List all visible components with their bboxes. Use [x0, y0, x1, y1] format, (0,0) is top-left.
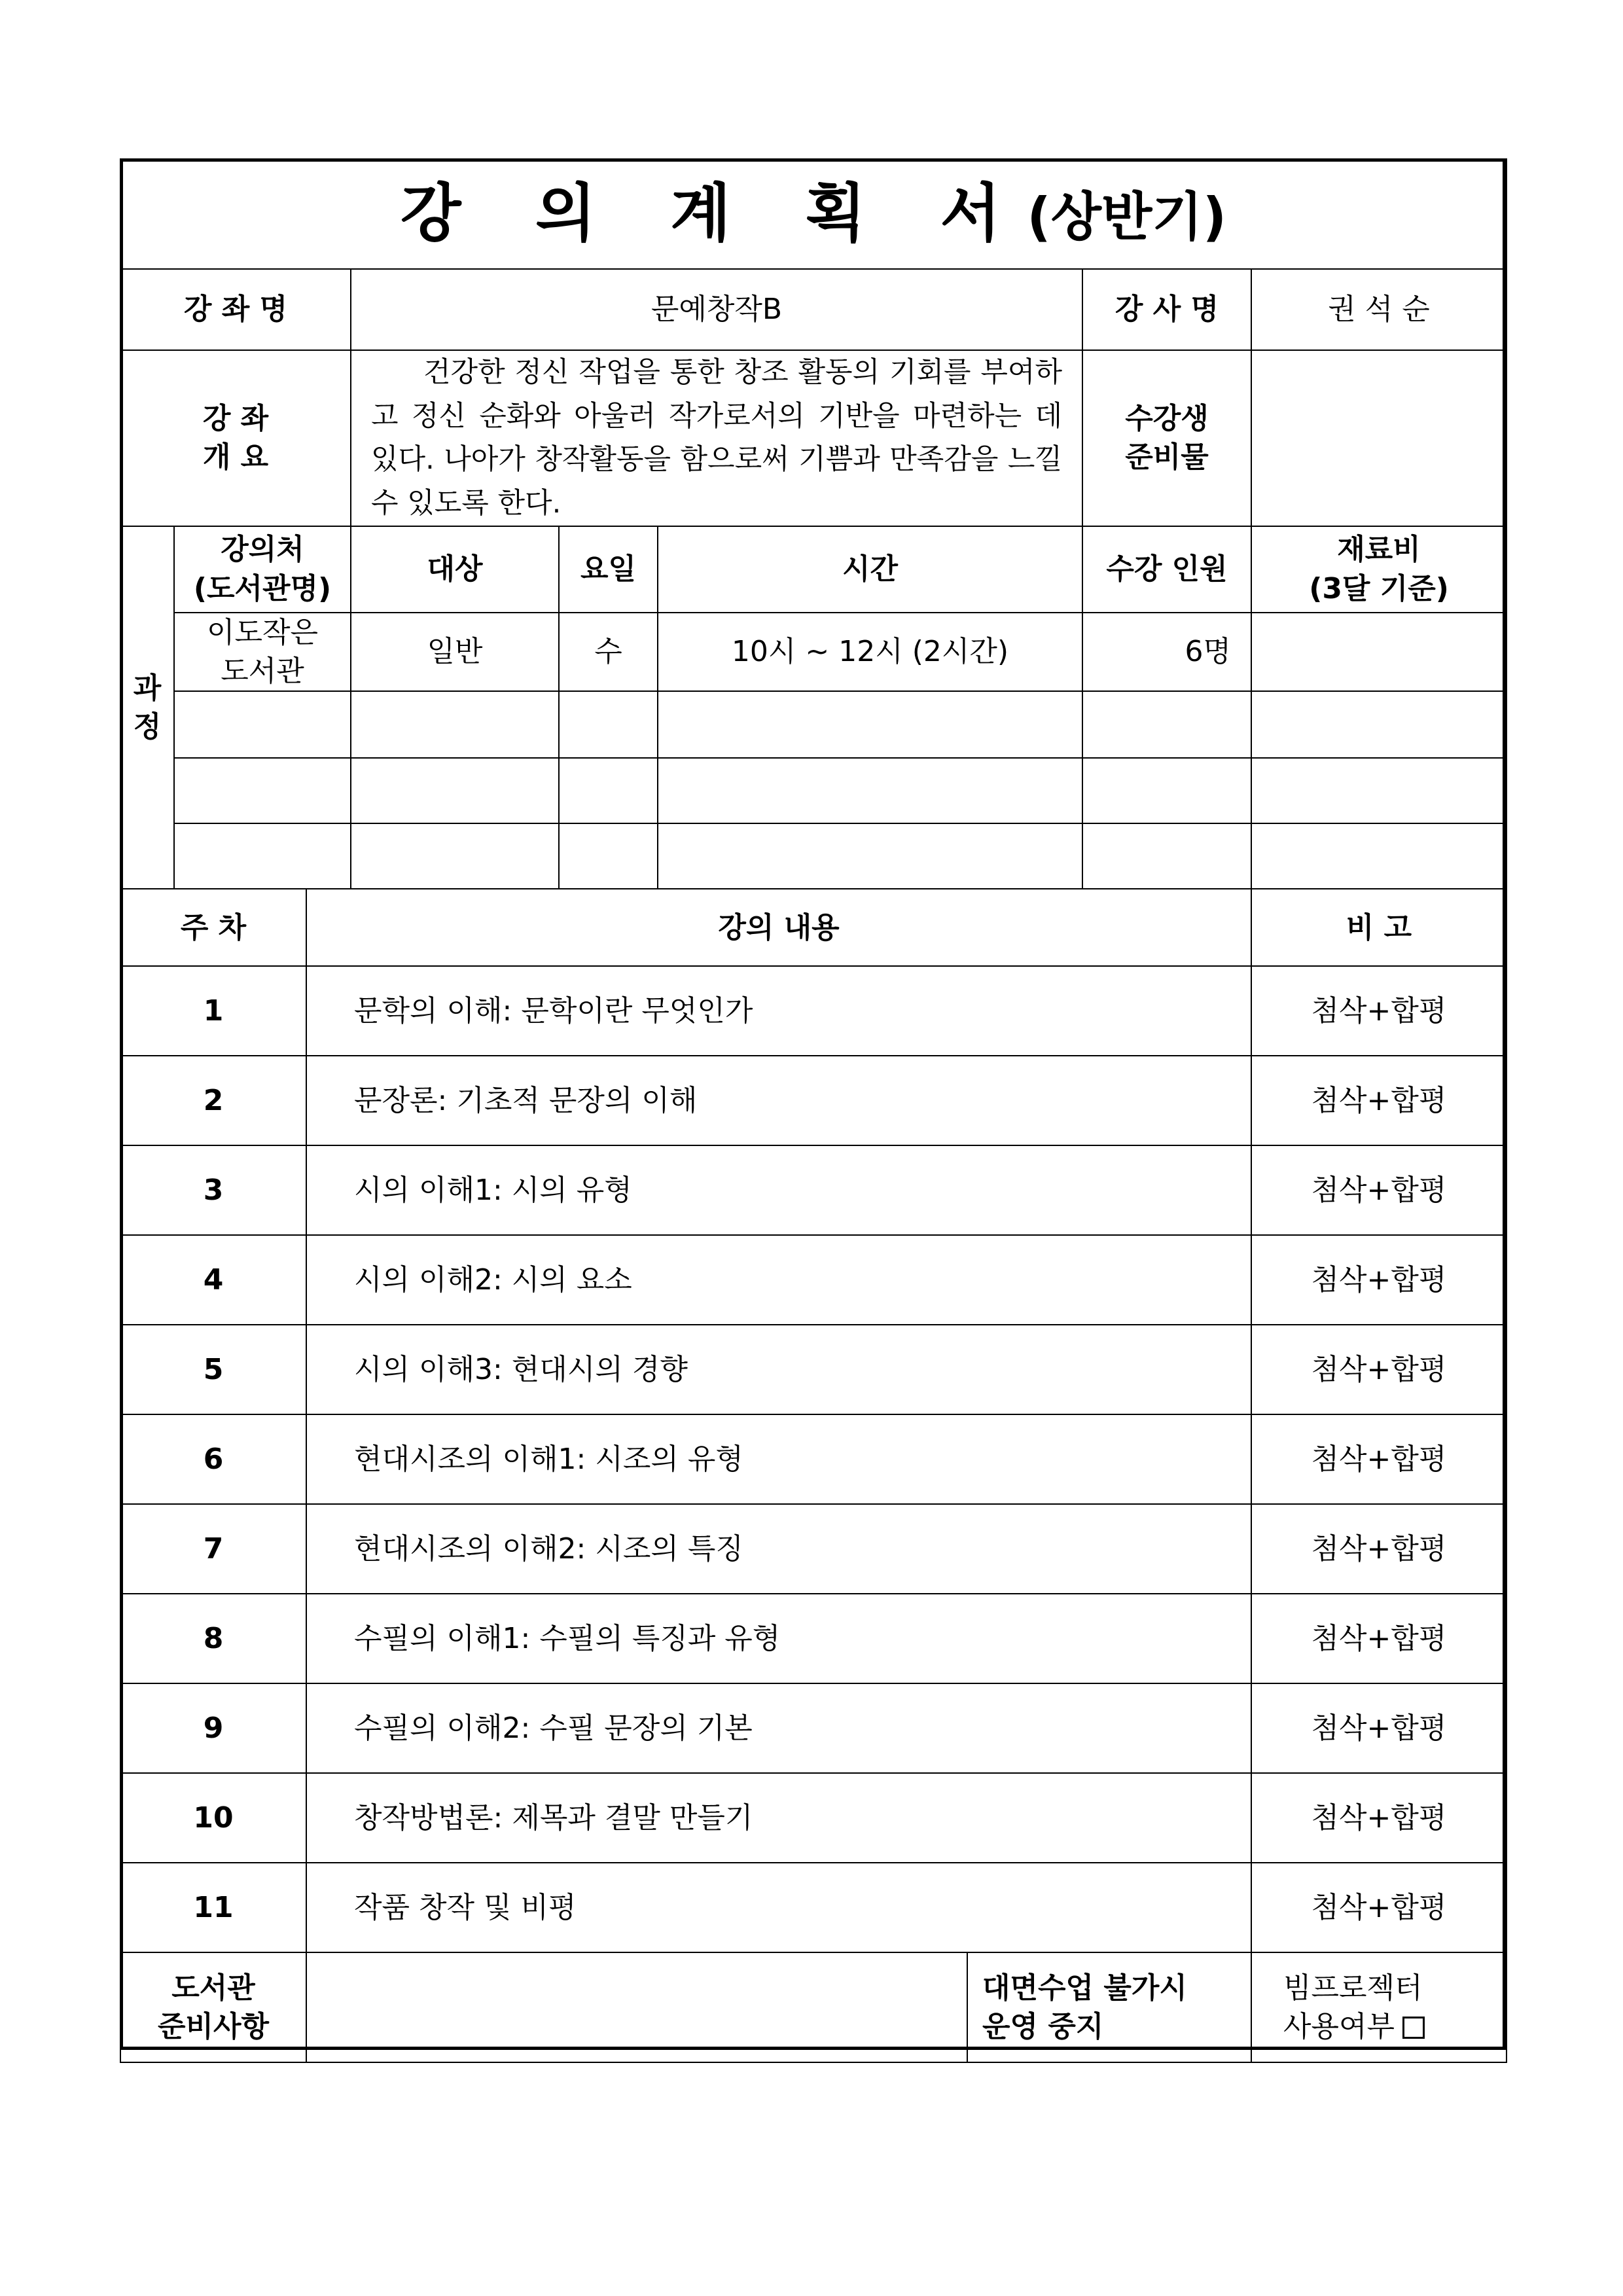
no-inperson-label-1: 대면수업 불가시	[982, 1971, 1187, 2005]
header-target: 대상	[351, 526, 559, 613]
overview-text-body: 건강한 정신 작업을 통한 창조 활동의 기회를 부여하고 정신 순화와 아울러 작가로서의 기반을 마련하는 데 있다. 나아가 창작활동을 함으로써 기쁨과 만족감을 느낄 수 있도록 한다.	[371, 356, 1062, 520]
week-content: 문학의 이해: 문학이란 무엇인가	[306, 966, 1251, 1056]
overview-text	[351, 350, 1082, 526]
week-content: 시의 이해1: 시의 유형	[306, 1145, 1251, 1235]
week-row	[120, 966, 1507, 1056]
course-name-label: 강 좌 명	[120, 269, 351, 350]
course-name-value: 문예창작B	[351, 269, 1082, 350]
projector-label-2: 사용여부	[1283, 2010, 1395, 2044]
header-library	[174, 526, 351, 613]
week-row	[120, 1235, 1507, 1325]
course-fee	[1251, 613, 1507, 692]
course-enrollment: 6명	[1082, 613, 1251, 692]
library-prep-label	[120, 1952, 306, 2062]
week-note: 첨삭+합평	[1251, 1683, 1507, 1773]
week-note: 첨삭+합평	[1251, 1235, 1507, 1325]
week-row	[120, 1504, 1507, 1594]
library-prep-label-1: 도서관	[171, 1971, 255, 2005]
week-row	[120, 1594, 1507, 1683]
week-note: 첨삭+합평	[1251, 1414, 1507, 1504]
title-main: 강 의 계 획 서	[400, 177, 1027, 251]
overview-label-line1: 강 좌	[202, 401, 269, 435]
course-row-empty	[120, 758, 1507, 823]
library-prep-label-2: 준비사항	[157, 2010, 269, 2044]
projector-line-2	[1283, 2007, 1506, 2046]
materials-label-line2: 준비물	[1125, 440, 1209, 475]
week-note: 첨삭+합평	[1251, 1773, 1507, 1863]
instructor-value: 권 석 순	[1251, 269, 1507, 350]
course-time: 10시 ~ 12시 (2시간)	[658, 613, 1082, 692]
footer-table	[120, 1952, 1507, 2063]
course-row	[120, 613, 1507, 692]
header-fee	[1251, 526, 1507, 613]
course-side-label-2: 정	[133, 709, 162, 744]
week-number: 11	[120, 1863, 306, 1952]
header-library-2: (도서관명)	[193, 571, 332, 605]
header-note: 비 고	[1251, 889, 1507, 966]
week-number: 3	[120, 1145, 306, 1235]
course-row-empty	[120, 691, 1507, 758]
week-number: 7	[120, 1504, 306, 1594]
lecture-plan-table	[120, 158, 1507, 889]
title-sub: (상반기)	[1027, 187, 1227, 248]
week-number: 2	[120, 1056, 306, 1145]
week-number: 5	[120, 1325, 306, 1414]
document-title	[120, 159, 1507, 269]
week-number: 8	[120, 1594, 306, 1683]
week-number: 1	[120, 966, 306, 1056]
header-library-1: 강의처	[221, 533, 304, 567]
course-library-2: 도서관	[221, 654, 304, 688]
course-target: 일반	[351, 613, 559, 692]
week-rows	[120, 966, 1507, 1952]
week-note: 첨삭+합평	[1251, 966, 1507, 1056]
course-side-label-1: 과	[133, 671, 162, 705]
week-content: 작품 창작 및 비평	[306, 1863, 1251, 1952]
course-row-empty	[120, 823, 1507, 889]
overview-label	[120, 350, 351, 526]
week-content: 창작방법론: 제목과 결말 만들기	[306, 1773, 1251, 1863]
no-inperson-label-2: 운영 중지	[982, 2010, 1104, 2044]
week-content: 시의 이해3: 현대시의 경향	[306, 1325, 1251, 1414]
week-note: 첨삭+합평	[1251, 1504, 1507, 1594]
week-content: 문장론: 기초적 문장의 이해	[306, 1056, 1251, 1145]
header-fee-1: 재료비	[1337, 533, 1421, 567]
instructor-label: 강 사 명	[1082, 269, 1251, 350]
header-day: 요일	[559, 526, 658, 613]
week-note: 첨삭+합평	[1251, 1325, 1507, 1414]
week-row	[120, 1683, 1507, 1773]
week-note: 첨삭+합평	[1251, 1863, 1507, 1952]
materials-value	[1251, 350, 1507, 526]
week-content: 시의 이해2: 시의 요소	[306, 1235, 1251, 1325]
week-number: 9	[120, 1683, 306, 1773]
course-day: 수	[559, 613, 658, 692]
course-library-1: 이도작은	[206, 615, 318, 649]
no-inperson-label	[967, 1952, 1251, 2062]
course-library	[174, 613, 351, 692]
materials-label-line1: 수강생	[1125, 401, 1209, 435]
library-prep-value	[306, 1952, 967, 2062]
week-row	[120, 1863, 1507, 1952]
header-fee-2: (3달 기준)	[1309, 571, 1449, 605]
week-row	[120, 1145, 1507, 1235]
week-number: 4	[120, 1235, 306, 1325]
week-row	[120, 1325, 1507, 1414]
header-week: 주 차	[120, 889, 306, 966]
materials-label	[1082, 350, 1251, 526]
week-note: 첨삭+합평	[1251, 1145, 1507, 1235]
week-content: 수필의 이해2: 수필 문장의 기본	[306, 1683, 1251, 1773]
schedule-table	[120, 888, 1507, 1953]
week-row	[120, 1414, 1507, 1504]
projector-label-1: 빔프로젝터	[1283, 1971, 1423, 2005]
lecture-plan-form	[120, 158, 1506, 2063]
overview-label-line2: 개 요	[202, 440, 269, 475]
week-number: 10	[120, 1773, 306, 1863]
header-enrollment: 수강 인원	[1082, 526, 1251, 613]
header-content: 강의 내용	[306, 889, 1251, 966]
week-row	[120, 1056, 1507, 1145]
course-side-label	[120, 526, 174, 889]
projector-cell	[1251, 1952, 1507, 2062]
week-content: 수필의 이해1: 수필의 특징과 유형	[306, 1594, 1251, 1683]
week-row	[120, 1773, 1507, 1863]
week-content: 현대시조의 이해2: 시조의 특징	[306, 1504, 1251, 1594]
projector-checkbox[interactable]	[1402, 2017, 1425, 2039]
week-number: 6	[120, 1414, 306, 1504]
week-note: 첨삭+합평	[1251, 1594, 1507, 1683]
week-note: 첨삭+합평	[1251, 1056, 1507, 1145]
week-content: 현대시조의 이해1: 시조의 유형	[306, 1414, 1251, 1504]
header-time: 시간	[658, 526, 1082, 613]
